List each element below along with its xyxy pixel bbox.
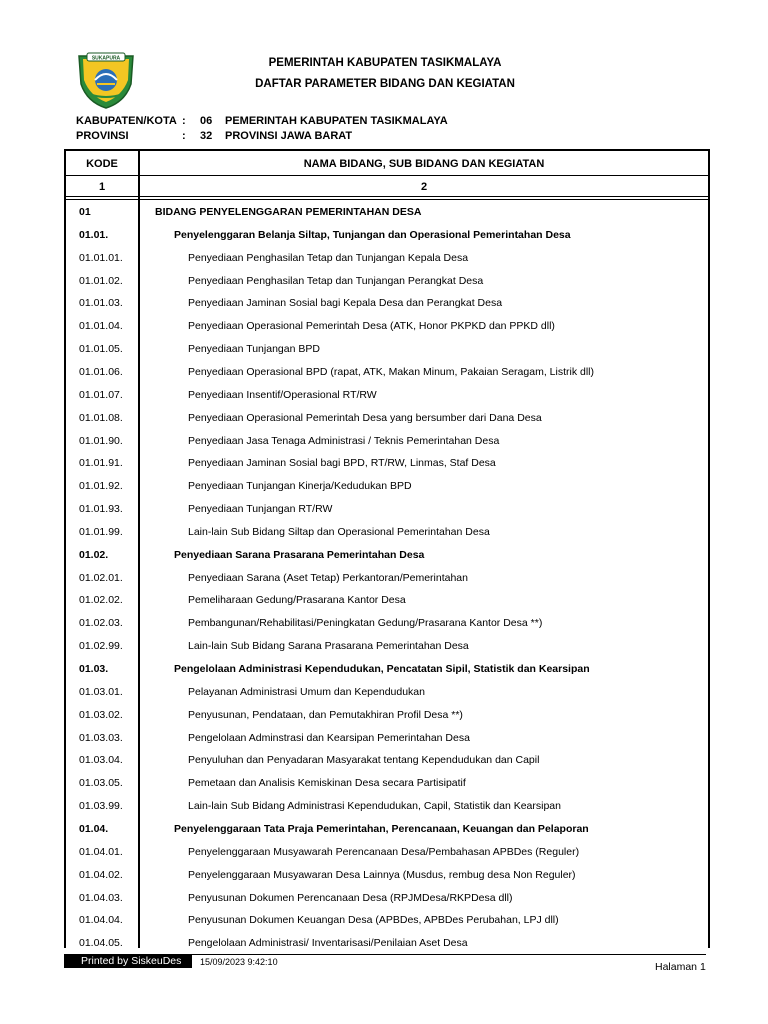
table-row bbox=[66, 572, 708, 595]
page-subtitle: DAFTAR PARAMETER BIDANG DAN KEGIATAN bbox=[255, 78, 515, 90]
row-kode: 01.01.91. bbox=[79, 457, 123, 470]
table-row bbox=[66, 709, 708, 732]
table-row bbox=[66, 549, 708, 572]
table-row bbox=[66, 343, 708, 366]
row-nama: Penyediaan Tunjangan Kinerja/Kedudukan BPD bbox=[188, 480, 412, 493]
row-nama: Pemeliharaan Gedung/Prasarana Kantor Desa bbox=[188, 594, 406, 607]
table-row bbox=[66, 686, 708, 709]
provinsi-code: 32 bbox=[200, 130, 213, 142]
row-nama: Pengelolaan Administrasi/ Inventarisasi/Penilaian Aset Desa bbox=[188, 937, 468, 950]
row-nama: Penyelenggaraan Musyawaran Desa Lainnya (Musdus, rembug desa Non Reguler) bbox=[188, 868, 576, 881]
row-nama: Pembangunan/Rehabilitasi/Peningkatan Gedung/Prasarana Kantor Desa **) bbox=[188, 617, 543, 630]
table-row bbox=[66, 526, 708, 549]
row-kode: 01.04.02. bbox=[79, 868, 123, 881]
table-row bbox=[66, 275, 708, 298]
row-nama: Penyelenggaraan Musyawarah Perencanaan Desa/Pembahasan APBDes (Reguler) bbox=[188, 845, 580, 858]
row-kode: 01.03.03. bbox=[79, 731, 123, 744]
row-kode: 01.01.03. bbox=[79, 297, 123, 310]
row-kode: 01.03.02. bbox=[79, 708, 123, 721]
row-kode: 01.01.99. bbox=[79, 525, 123, 538]
print-timestamp: 15/09/2023 9:42:10 bbox=[200, 957, 278, 967]
row-nama: BIDANG PENYELENGGARAN PEMERINTAHAN DESA bbox=[155, 206, 422, 218]
row-nama: Lain-lain Sub Bidang Administrasi Kependudukan, Capil, Statistik dan Kearsipan bbox=[188, 800, 561, 813]
table-row bbox=[66, 777, 708, 800]
row-nama: Pelayanan Administrasi Umum dan Kependudukan bbox=[188, 685, 425, 698]
row-kode: 01.02.99. bbox=[79, 640, 123, 653]
emblem-banner-text: SUKAPURA bbox=[91, 55, 121, 62]
provinsi-label: PROVINSI bbox=[76, 130, 129, 142]
row-nama: Penyediaan Tunjangan BPD bbox=[188, 343, 320, 356]
parameter-table bbox=[64, 149, 710, 948]
row-kode: 01.03.04. bbox=[79, 754, 123, 767]
row-nama: Pengelolaan Administrasi Kependudukan, Pencatatan Sipil, Statistik dan Kearsipan bbox=[174, 663, 590, 675]
table-row bbox=[66, 914, 708, 937]
row-kode: 01.01.07. bbox=[79, 388, 123, 401]
table-row bbox=[66, 892, 708, 915]
row-kode: 01.01.01. bbox=[79, 251, 123, 264]
row-nama: Penyediaan Operasional BPD (rapat, ATK, Makan Minum, Pakaian Seragam, Listrik dll) bbox=[188, 365, 594, 378]
provinsi-name: PROVINSI JAWA BARAT bbox=[225, 130, 353, 142]
row-nama: Penyediaan Sarana Prasarana Pemerintahan Desa bbox=[174, 548, 425, 561]
page-number: Halaman 1 bbox=[655, 961, 706, 973]
table-row bbox=[66, 297, 708, 320]
table-row bbox=[66, 366, 708, 389]
table-row bbox=[66, 800, 708, 823]
row-kode: 01.02.01. bbox=[79, 571, 123, 584]
row-kode: 01 bbox=[79, 206, 91, 218]
row-nama: Lain-lain Sub Bidang Sarana Prasarana Pemerintahan Desa bbox=[188, 640, 469, 653]
header-divider bbox=[66, 175, 708, 176]
row-kode: 01.02. bbox=[79, 548, 109, 561]
row-kode: 01.03.05. bbox=[79, 777, 123, 790]
row-nama: Penyediaan Operasional Pemerintah Desa (ATK, Honor PKPKD dan PPKD dll) bbox=[188, 320, 555, 333]
row-kode: 01.01.04. bbox=[79, 320, 123, 333]
table-row bbox=[66, 457, 708, 480]
row-nama: Penyelenggaraan Tata Praja Pemerintahan, Perencanaan, Keuangan dan Pelaporan bbox=[174, 822, 589, 835]
table-row bbox=[66, 869, 708, 892]
table-row bbox=[66, 252, 708, 275]
row-nama: Lain-lain Sub Bidang Siltap dan Operasional Pemerintahan Desa bbox=[188, 525, 490, 538]
row-kode: 01.04.05. bbox=[79, 937, 123, 950]
row-nama: Penyediaan Tunjangan RT/RW bbox=[188, 503, 333, 516]
row-kode: 01.03.99. bbox=[79, 800, 123, 813]
table-row bbox=[66, 754, 708, 777]
row-kode: 01.04.01. bbox=[79, 845, 123, 858]
table-row bbox=[66, 846, 708, 869]
table-row bbox=[66, 663, 708, 686]
kabupaten-label: KABUPATEN/KOTA bbox=[76, 115, 177, 127]
row-kode: 01.01.06. bbox=[79, 365, 123, 378]
row-nama: Penyediaan Jasa Tenaga Administrasi / Teknis Pemerintahan Desa bbox=[188, 434, 500, 447]
row-kode: 01.02.02. bbox=[79, 594, 123, 607]
row-kode: 01.01.08. bbox=[79, 411, 123, 424]
row-nama: Penyediaan Insentif/Operasional RT/RW bbox=[188, 388, 377, 401]
row-nama: Penyusunan Dokumen Keuangan Desa (APBDes, APBDes Perubahan, LPJ dll) bbox=[188, 914, 559, 927]
row-kode: 01.04.04. bbox=[79, 914, 123, 927]
header-divider bbox=[66, 196, 708, 197]
row-nama: Penyusunan, Pendataan, dan Pemutakhiran Profil Desa **) bbox=[188, 708, 463, 721]
table-row bbox=[66, 823, 708, 846]
table-row bbox=[66, 617, 708, 640]
row-kode: 01.03. bbox=[79, 663, 109, 675]
row-nama: Penyelenggaran Belanja Siltap, Tunjangan dan Operasional Pemerintahan Desa bbox=[174, 228, 571, 241]
row-kode: 01.04. bbox=[79, 822, 109, 835]
row-nama: Penyediaan Penghasilan Tetap dan Tunjangan Kepala Desa bbox=[188, 251, 469, 264]
table-row bbox=[66, 229, 708, 252]
table-row bbox=[66, 435, 708, 458]
kabupaten-colon: : bbox=[182, 115, 186, 127]
row-nama: Penyusunan Dokumen Perencanaan Desa (RPJMDesa/RKPDesa dll) bbox=[188, 891, 513, 904]
row-nama: Penyediaan Jaminan Sosial bagi BPD, RT/RW, Linmas, Staf Desa bbox=[188, 457, 496, 470]
row-nama: Penyediaan Operasional Pemerintah Desa yang bersumber dari Dana Desa bbox=[188, 411, 542, 424]
row-kode: 01.03.01. bbox=[79, 685, 123, 698]
table-row bbox=[66, 389, 708, 412]
row-nama: Penyediaan Sarana (Aset Tetap) Perkantoran/Pemerintahan bbox=[188, 571, 468, 584]
header-divider bbox=[66, 199, 708, 200]
page-title: PEMERINTAH KABUPATEN TASIKMALAYA bbox=[268, 57, 502, 69]
row-kode: 01.01.05. bbox=[79, 343, 123, 356]
row-nama: Pemetaan dan Analisis Kemiskinan Desa secara Partisipatif bbox=[188, 777, 466, 790]
row-nama: Pengelolaan Adminstrasi dan Kearsipan Pemerintahan Desa bbox=[188, 731, 470, 744]
header-number-2: 2 bbox=[420, 181, 428, 193]
row-kode: 01.01.92. bbox=[79, 480, 123, 493]
row-nama: Penyediaan Jaminan Sosial bagi Kepala Desa dan Perangkat Desa bbox=[188, 297, 503, 310]
row-kode: 01.02.03. bbox=[79, 617, 123, 630]
row-kode: 01.04.03. bbox=[79, 891, 123, 904]
table-row bbox=[66, 503, 708, 526]
row-kode: 01.01.02. bbox=[79, 274, 123, 287]
table-row bbox=[66, 412, 708, 435]
table-row bbox=[66, 206, 708, 229]
table-row bbox=[66, 480, 708, 503]
header-number-1: 1 bbox=[98, 181, 106, 193]
table-row bbox=[66, 320, 708, 343]
row-kode: 01.01.93. bbox=[79, 503, 123, 516]
provinsi-colon: : bbox=[182, 130, 186, 142]
header-kode: KODE bbox=[86, 158, 118, 170]
row-kode: 01.01.90. bbox=[79, 434, 123, 447]
row-nama: Penyediaan Penghasilan Tetap dan Tunjangan Perangkat Desa bbox=[188, 274, 484, 287]
printed-by-badge: Printed by SiskeuDes bbox=[64, 955, 192, 968]
kabupaten-name: PEMERINTAH KABUPATEN TASIKMALAYA bbox=[225, 115, 448, 127]
table-row bbox=[66, 732, 708, 755]
row-nama: Penyuluhan dan Penyadaran Masyarakat tentang Kependudukan dan Capil bbox=[188, 754, 540, 767]
table-row bbox=[66, 640, 708, 663]
kabupaten-code: 06 bbox=[200, 115, 213, 127]
table-row bbox=[66, 594, 708, 617]
row-kode: 01.01. bbox=[79, 228, 109, 241]
header-nama: NAMA BIDANG, SUB BIDANG DAN KEGIATAN bbox=[303, 158, 545, 170]
